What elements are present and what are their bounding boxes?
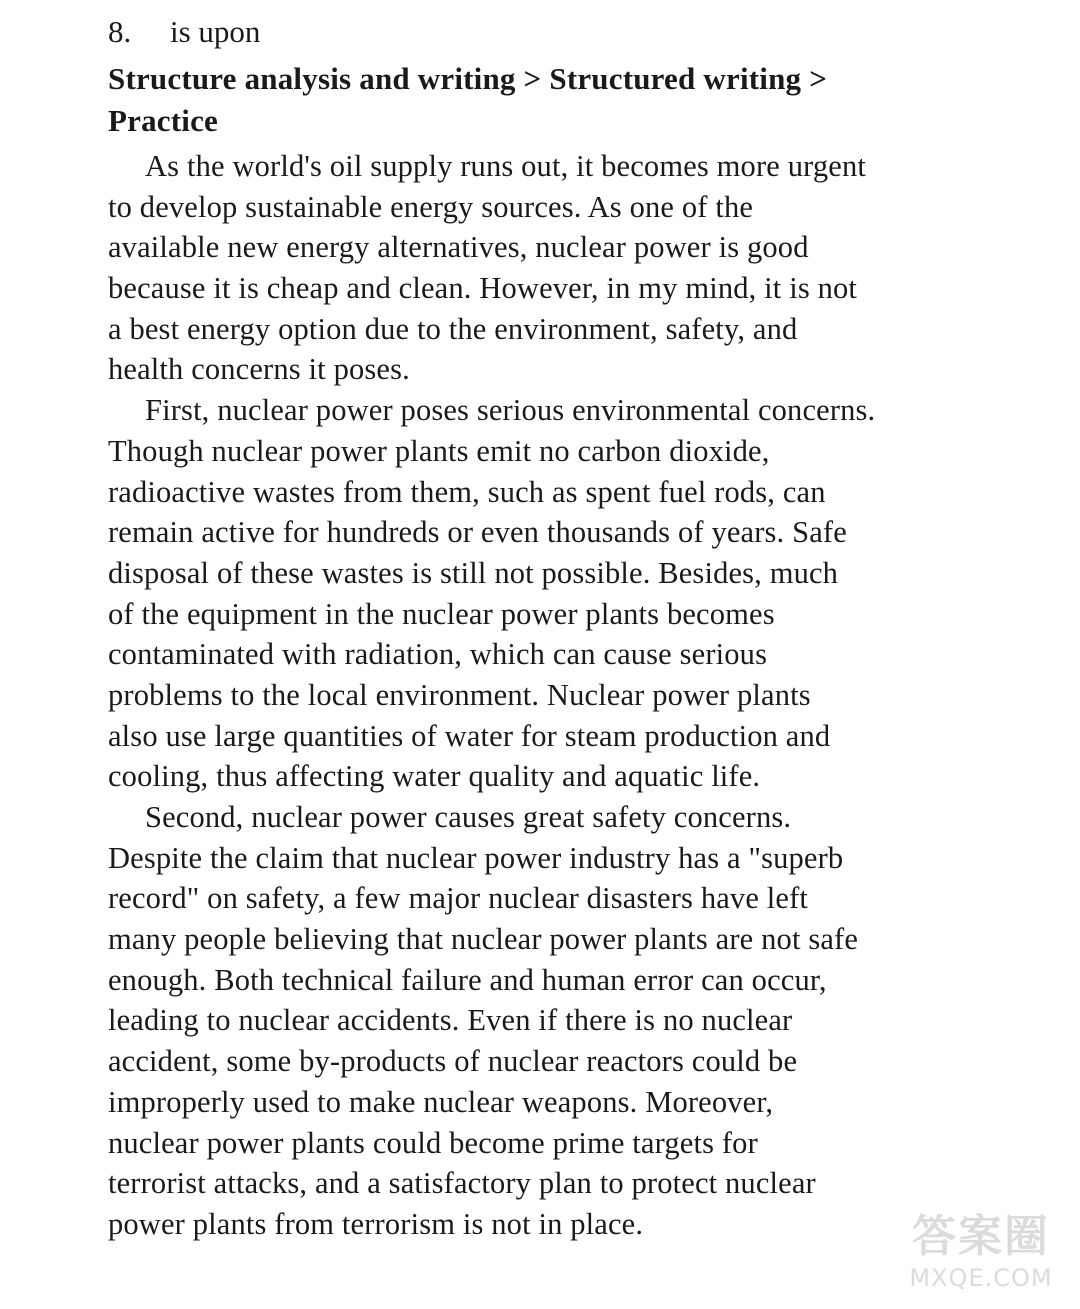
essay-line: First, nuclear power poses serious environmental concerns. (145, 393, 876, 428)
essay-line: improperly used to make nuclear weapons. Moreover, (108, 1084, 774, 1119)
watermark-logo: 答案圈 (912, 1211, 1050, 1262)
essay-line: disposal of these wastes is still not possible. Besides, much (108, 555, 839, 590)
essay-line: cooling, thus affecting water quality and aquatic life. (108, 759, 761, 794)
essay-line: accident, some by-products of nuclear reactors could be (108, 1044, 798, 1079)
essay-line: nuclear power plants could become prime targets for (108, 1125, 758, 1160)
essay-line: available new energy alternatives, nuclear power is good (108, 230, 809, 265)
essay-line: contaminated with radiation, which can cause serious (108, 637, 768, 672)
essay-line: to develop sustainable energy sources. As one of the (108, 189, 754, 224)
essay-line: As the world's oil supply runs out, it becomes more urgent (145, 149, 866, 183)
item-answer-text: is upon (170, 14, 261, 49)
watermark-url: MXQE.COM (909, 1264, 1053, 1292)
watermark (896, 1211, 1066, 1303)
essay-line: a best energy option due to the environment, safety, and (108, 311, 798, 346)
essay-line: power plants from terrorism is not in place. (108, 1206, 644, 1241)
essay-line: because it is cheap and clean. However, in my mind, it is not (108, 271, 858, 306)
breadcrumb-line-1: Structure analysis and writing > Structured writing > (108, 61, 828, 96)
essay-line: Though nuclear power plants emit no carbon dioxide, (108, 433, 770, 468)
essay-line: also use large quantities of water for steam production and (108, 718, 831, 753)
essay-line: many people believing that nuclear power plants are not safe (108, 922, 859, 957)
essay-line: problems to the local environment. Nuclear power plants (108, 677, 811, 712)
essay-line: terrorist attacks, and a satisfactory plan to protect nuclear (108, 1166, 816, 1201)
essay-line: record" on safety, a few major nuclear disasters have left (108, 881, 809, 916)
essay-body (108, 146, 1008, 1245)
answer-item (108, 10, 1008, 54)
essay-line: health concerns it poses. (108, 352, 410, 387)
essay-line: radioactive wastes from them, such as spent fuel rods, can (108, 474, 826, 509)
document-page (108, 10, 1008, 1245)
essay-line: enough. Both technical failure and human error can occur, (108, 962, 827, 997)
item-number: 8. (108, 14, 132, 49)
essay-line: leading to nuclear accidents. Even if there is no nuclear (108, 1003, 793, 1038)
essay-line: Second, nuclear power causes great safety concerns. (145, 800, 792, 834)
essay-line: Despite the claim that nuclear power industry has a "superb (108, 840, 844, 875)
section-breadcrumb (108, 58, 1008, 142)
essay-line: of the equipment in the nuclear power plants becomes (108, 596, 775, 631)
breadcrumb-line-2: Practice (108, 103, 219, 138)
essay-line: remain active for hundreds or even thousands of years. Safe (108, 515, 847, 550)
